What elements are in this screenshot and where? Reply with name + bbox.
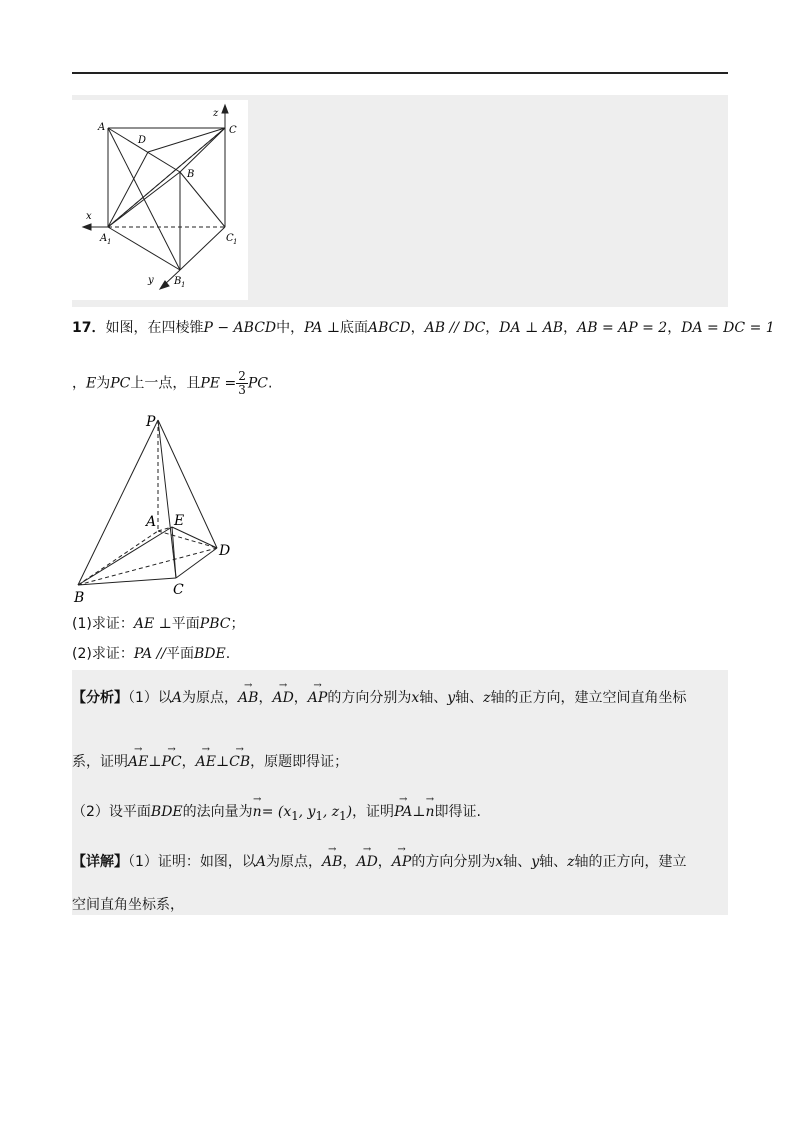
segment-pc: PC	[110, 375, 131, 392]
q2-plane: BDE	[193, 646, 226, 662]
text: 轴、	[539, 854, 568, 870]
question-2	[72, 644, 230, 664]
text: （1）以	[128, 690, 172, 706]
plane-bde: BDE	[150, 804, 183, 820]
sep: ，	[377, 854, 392, 870]
text: 即得证.	[434, 804, 481, 820]
fig1-axis-y: y	[148, 275, 154, 286]
vector-n: → n	[425, 802, 434, 822]
analysis-line-3	[72, 802, 481, 826]
text: 为原点，	[266, 854, 323, 870]
pyramid-name: P − ABCD	[203, 320, 277, 336]
problem-line-2	[72, 370, 272, 397]
fig1-label-A1-sub: 1	[107, 238, 112, 246]
cond-base-abcd: ABCD	[368, 320, 411, 336]
q1-expr: AE ⊥	[133, 616, 172, 632]
text: （2）设平面	[72, 804, 151, 820]
period: .	[267, 375, 273, 392]
cond-base-word: 底面	[340, 320, 369, 336]
detail-line-2	[72, 895, 184, 915]
fig1-label-A: A	[98, 122, 106, 133]
point-e: E	[86, 375, 97, 392]
sep: ，	[410, 320, 425, 336]
problem-line-1	[72, 318, 775, 338]
fig2-label-C: C	[173, 582, 184, 598]
vector-ae: → AE	[196, 752, 216, 772]
cond-da-dc: DA = DC = 1	[681, 320, 775, 336]
pyramid-figure	[72, 410, 242, 605]
q2-expr: PA //	[133, 646, 166, 662]
sep: ，	[485, 320, 500, 336]
frac-den: 3	[238, 383, 246, 397]
fig1-label-C: C	[229, 125, 237, 136]
point-a: A	[255, 854, 267, 870]
cond-ab-parallel-dc: AB // DC	[424, 320, 486, 336]
analysis-tag: 【分析】	[72, 690, 128, 706]
fig1-label-B1: B	[174, 276, 182, 287]
header-rule	[72, 72, 728, 74]
sub: 1	[339, 808, 347, 823]
text: 的法向量为	[182, 804, 253, 820]
fig2-label-P: P	[146, 414, 156, 430]
frac-num: 2	[238, 369, 246, 383]
text: 上一点，且	[130, 375, 201, 392]
text: ，证明	[352, 804, 395, 820]
text: 轴的正方向，建立	[574, 854, 687, 870]
sep: ，	[667, 320, 682, 336]
text: 轴、	[455, 690, 484, 706]
fig1-label-C1: C	[226, 233, 234, 244]
vector-ap: → AP	[392, 852, 412, 872]
fig1-label-D: D	[138, 135, 147, 146]
prism-figure	[72, 100, 248, 300]
pe-lhs: PE =	[200, 375, 237, 392]
sep: ，	[72, 375, 86, 392]
vector-ab: → AB	[238, 688, 258, 708]
text: 系，证明	[72, 754, 128, 770]
perp-symbol: ⊥	[148, 754, 162, 770]
problem-intro: 如图，在四棱锥	[105, 320, 204, 336]
sep: ，	[258, 690, 273, 706]
normal-eq: , y	[298, 804, 316, 820]
fig2-label-A: A	[146, 514, 157, 530]
q2-rest: 平面	[165, 646, 194, 662]
sep: ，	[293, 690, 308, 706]
axis-x: x	[495, 854, 504, 870]
vector-ad: → AD	[272, 688, 293, 708]
fig2-label-B: B	[74, 590, 85, 605]
sub: 1	[291, 808, 299, 823]
axis-x: x	[411, 690, 420, 706]
problem-mid: 中，	[276, 320, 305, 336]
text: 的方向分别为	[411, 854, 496, 870]
vector-ab: → AB	[322, 852, 342, 872]
normal-eq: = (x	[261, 804, 292, 820]
cond-ab-ap: AB = AP = 2	[577, 320, 668, 336]
point-a: A	[171, 690, 183, 706]
text: 的方向分别为	[327, 690, 412, 706]
text: 空间直角坐标系，	[72, 897, 184, 913]
vector-pc: → PC	[162, 752, 182, 772]
sep: ，	[181, 754, 196, 770]
vector-cb: → CB	[229, 752, 250, 772]
fig1-label-B1-sub: 1	[181, 281, 186, 289]
question-1	[72, 614, 244, 634]
normal-eq: , z	[322, 804, 340, 820]
q1-end: ；	[230, 616, 245, 632]
sep: ，	[563, 320, 578, 336]
vector-ad: → AD	[356, 852, 377, 872]
text: 轴、	[419, 690, 448, 706]
pe-rhs: PC	[247, 375, 268, 392]
q1-rest: 平面	[171, 616, 200, 632]
q1-prefix: (1)求证：	[72, 616, 134, 632]
axis-z: z	[567, 854, 575, 870]
perp-symbol: ⊥	[412, 804, 426, 820]
sub: 1	[315, 808, 323, 823]
cond-pa-perp: PA ⊥	[304, 320, 341, 336]
fig1-label-B: B	[187, 169, 195, 180]
normal-eq: )	[346, 804, 353, 820]
text: 为原点，	[182, 690, 239, 706]
text: ，原题即得证；	[250, 754, 349, 770]
vector-ae: → AE	[128, 752, 148, 772]
perp-symbol: ⊥	[216, 754, 230, 770]
fig1-label-C1-sub: 1	[233, 238, 238, 246]
detail-tag: 【详解】	[72, 854, 128, 870]
q2-end: .	[225, 646, 231, 662]
vector-n: → n	[253, 802, 262, 822]
axis-y: y	[447, 690, 456, 706]
analysis-line-1	[72, 688, 687, 708]
problem-number: 17．	[72, 320, 106, 336]
vector-ap: → AP	[308, 688, 328, 708]
q2-prefix: (2)求证：	[72, 646, 134, 662]
q1-plane: PBC	[199, 616, 231, 632]
detail-line-1	[72, 852, 687, 872]
axis-z: z	[483, 690, 491, 706]
fig1-axis-z: z	[213, 108, 219, 119]
fig1-label-A1: A	[100, 233, 108, 244]
text: 轴、	[503, 854, 532, 870]
cond-da-perp-ab: DA ⊥ AB	[499, 320, 564, 336]
text: 轴的正方向，建立空间直角坐标	[490, 690, 687, 706]
fig1-axis-x: x	[86, 211, 92, 222]
text: （1）证明：如图，以	[128, 854, 256, 870]
axis-y: y	[531, 854, 540, 870]
fraction-two-thirds	[236, 370, 248, 397]
sep: ，	[342, 854, 357, 870]
analysis-line-2	[72, 752, 348, 772]
text: 为	[96, 375, 111, 392]
fig2-label-D: D	[219, 543, 231, 559]
fig2-label-E: E	[174, 513, 185, 529]
vector-pa: → PA	[394, 802, 412, 822]
